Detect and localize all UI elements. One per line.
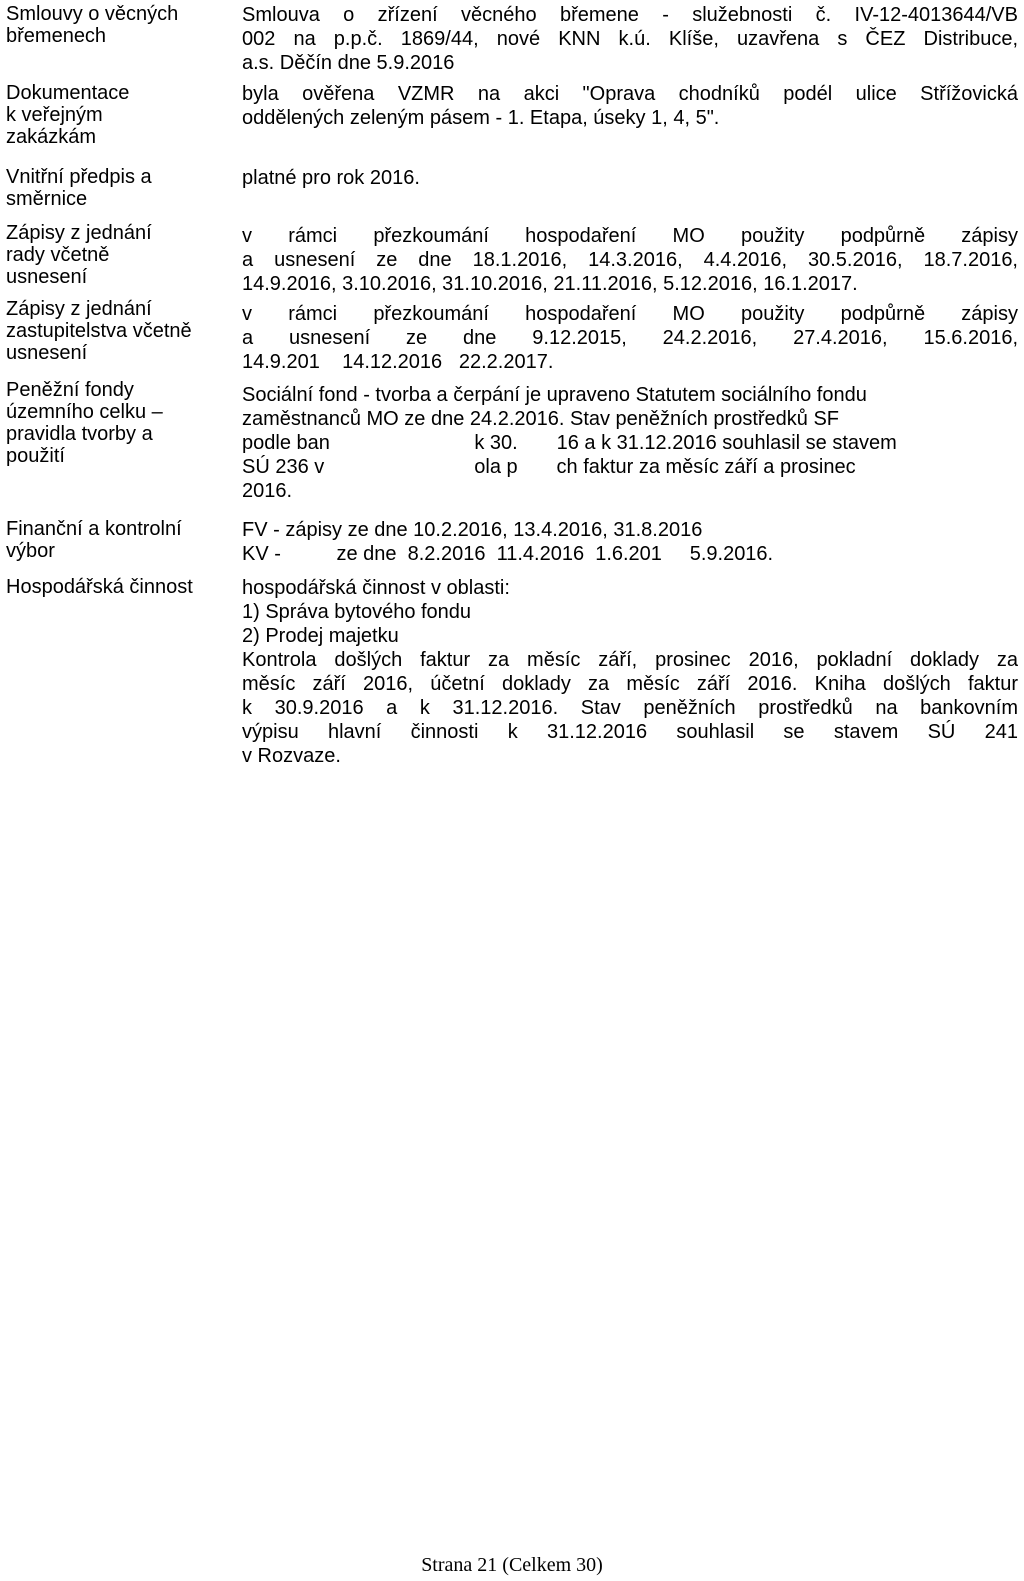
content-line: 2) Prodej majetku	[242, 625, 399, 647]
content-line: 2016.	[242, 480, 293, 502]
label-line: směrnice	[6, 188, 88, 210]
row-content	[242, 82, 1018, 130]
content-line: KV - ze dne 8.2.2016 11.4.2016 1.6.201 5.9.2016.	[242, 543, 774, 565]
page-number-footer: Strana 21 (Celkem 30)	[421, 1554, 603, 1576]
content-line: SÚ 236 v ola p ch faktur za měsíc září a prosinec	[242, 456, 856, 478]
content-line: a usnesení ze dne 9.12.2015, 24.2.2016, 27.4.2016, 15.6.2016,	[242, 327, 1018, 349]
content-line: podle ban k 30. 16 a k 31.12.2016 souhlasil se stavem	[242, 432, 897, 454]
content-line: Smlouva o zřízení věcného břemene - služebnosti č. IV-12-4013644/VB	[242, 4, 1018, 26]
label-line: pravidla tvorby a	[6, 423, 153, 445]
content-line: Kontrola došlých faktur za měsíc září, prosinec 2016, pokladní doklady za	[242, 649, 1018, 671]
label-line: usnesení	[6, 342, 88, 364]
row-label	[6, 298, 234, 364]
label-line: Hospodářská činnost	[6, 576, 193, 598]
content-line: 14.9.2016, 3.10.2016, 31.10.2016, 21.11.2016, 5.12.2016, 16.1.2017.	[242, 273, 858, 295]
label-line: Zápisy z jednání	[6, 298, 152, 320]
content-line: zaměstnanců MO ze dne 24.2.2016. Stav peněžních prostředků SF	[242, 408, 840, 430]
content-line: hospodářská činnost v oblasti:	[242, 577, 510, 599]
label-line: Finanční a kontrolní	[6, 518, 182, 540]
content-line: v Rozvaze.	[242, 745, 341, 767]
row-label	[6, 379, 234, 467]
row-content	[242, 3, 1018, 75]
label-line: Vnitřní předpis a	[6, 166, 152, 188]
content-line: v rámci přezkoumání hospodaření MO použity podpůrně zápisy	[242, 225, 1018, 247]
row-content	[242, 576, 1018, 768]
label-line: Dokumentace	[6, 82, 130, 104]
label-line: zakázkám	[6, 126, 97, 148]
content-line: platné pro rok 2016.	[242, 167, 420, 189]
content-line: v rámci přezkoumání hospodaření MO použity podpůrně zápisy	[242, 303, 1018, 325]
label-line: rady včetně	[6, 244, 110, 266]
row-label	[6, 3, 234, 47]
content-line: k 30.9.2016 a k 31.12.2016. Stav peněžních prostředků na bankovním	[242, 697, 1018, 719]
row-label	[6, 82, 234, 148]
row-label	[6, 518, 234, 562]
label-line: územního celku –	[6, 401, 163, 423]
content-line: Sociální fond - tvorba a čerpání je upraveno Statutem sociálního fondu	[242, 384, 867, 406]
row-content	[242, 383, 1018, 503]
label-line: zastupitelstva včetně	[6, 320, 192, 342]
label-line: výbor	[6, 540, 55, 562]
row-label	[6, 166, 234, 210]
content-line: oddělených zeleným pásem - 1. Etapa, úseky 1, 4, 5".	[242, 107, 720, 129]
row-label	[6, 222, 234, 288]
label-line: k veřejným	[6, 104, 103, 126]
label-line: použití	[6, 445, 65, 467]
content-line: měsíc září 2016, účetní doklady za měsíc září 2016. Kniha došlých faktur	[242, 673, 1018, 695]
row-content	[242, 224, 1018, 296]
content-line: 14.9.201 14.12.2016 22.2.2017.	[242, 351, 554, 373]
row-content	[242, 166, 1018, 190]
row-content	[242, 302, 1018, 374]
label-line: usnesení	[6, 266, 88, 288]
label-line: Zápisy z jednání	[6, 222, 152, 244]
row-content	[242, 518, 1018, 566]
label-line: břemenech	[6, 25, 107, 47]
content-line: a usnesení ze dne 18.1.2016, 14.3.2016, 4.4.2016, 30.5.2016, 18.7.2016,	[242, 249, 1018, 271]
content-line: 1) Správa bytového fondu	[242, 601, 472, 623]
content-line: 002 na p.p.č. 1869/44, nové KNN k.ú. Klíše, uzavřena s ČEZ Distribuce,	[242, 28, 1018, 50]
content-line: výpisu hlavní činnosti k 31.12.2016 souhlasil se stavem SÚ 241	[242, 721, 1018, 743]
content-line: byla ověřena VZMR na akci "Oprava chodníků podél ulice Střížovická	[242, 83, 1018, 105]
label-line: Peněžní fondy	[6, 379, 134, 401]
content-line: a.s. Děčín dne 5.9.2016	[242, 52, 455, 74]
row-label	[6, 576, 234, 598]
label-line: Smlouvy o věcných	[6, 3, 179, 25]
content-line: FV - zápisy ze dne 10.2.2016, 13.4.2016, 31.8.2016	[242, 519, 703, 541]
